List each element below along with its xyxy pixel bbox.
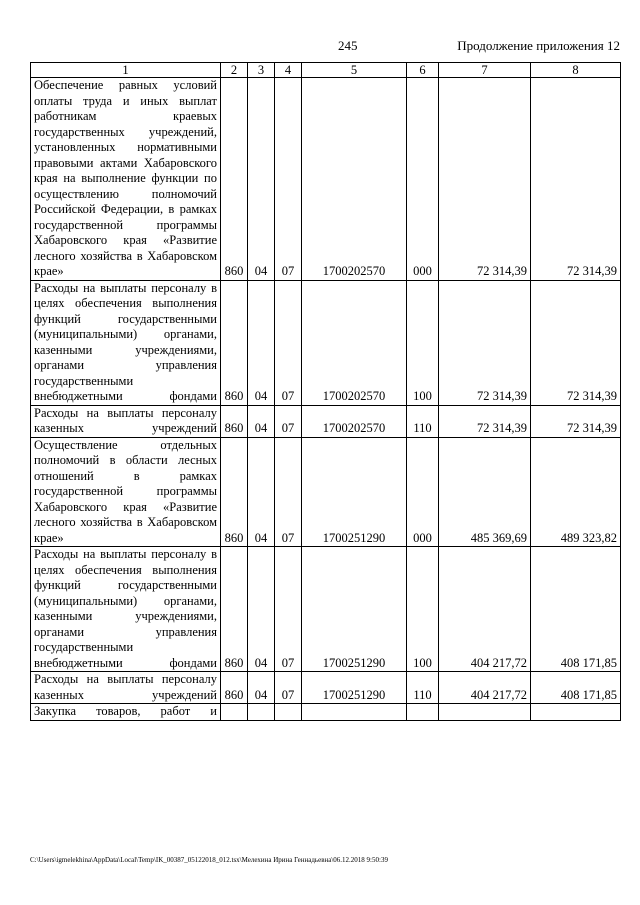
cell-subsection: 07 <box>275 547 302 672</box>
cell-expense-type: 000 <box>407 78 439 281</box>
row-description: Закупка товаров, работ и <box>31 704 221 721</box>
cell-ministry-code: 860 <box>221 405 248 437</box>
page-number: 245 <box>338 38 358 53</box>
cell-expense-type <box>407 704 439 721</box>
cell-amount-1: 485 369,69 <box>439 437 531 547</box>
cell-amount-1: 404 217,72 <box>439 547 531 672</box>
cell-target-article: 1700202570 <box>302 78 407 281</box>
cell-target-article: 1700251290 <box>302 547 407 672</box>
continuation-label: Продолжение приложения 12 <box>457 38 620 53</box>
cell-section <box>248 704 275 721</box>
cell-amount-2: 408 171,85 <box>531 547 621 672</box>
table-row <box>31 704 621 721</box>
cell-section: 04 <box>248 547 275 672</box>
row-description: Расходы на выплаты персоналу в целях обеспечения выполнения функций государственными (муниципальными) органами, казенными учреждениями, органами управления государственными внебюджетными фондами <box>31 547 221 672</box>
cell-subsection: 07 <box>275 280 302 405</box>
column-header: 4 <box>275 63 302 78</box>
cell-amount-2: 72 314,39 <box>531 78 621 281</box>
column-header: 7 <box>439 63 531 78</box>
cell-subsection <box>275 704 302 721</box>
cell-ministry-code: 860 <box>221 547 248 672</box>
cell-target-article <box>302 704 407 721</box>
row-description: Расходы на выплаты персоналу казенных учреждений <box>31 405 221 437</box>
cell-subsection: 07 <box>275 78 302 281</box>
cell-target-article: 1700202570 <box>302 280 407 405</box>
row-description: Осуществление отдельных полномочий в области лесных отношений в рамках государственной программы Хабаровского края «Развитие лесного хозяйства в Хабаровском крае» <box>31 437 221 547</box>
cell-amount-2: 72 314,39 <box>531 405 621 437</box>
row-description: Обеспечение равных условий оплаты труда и иных выплат работникам краевых государственных учреждений, установленных нормативными правовыми актами Хабаровского края на выполнение функции по осуществлению полномочий Российской Федерации, в рамках государственной программы Хабаровского края «Развитие лесного хозяйства в Хабаровском крае» <box>31 78 221 281</box>
row-description: Расходы на выплаты персоналу казенных учреждений <box>31 672 221 704</box>
column-header: 3 <box>248 63 275 78</box>
cell-subsection: 07 <box>275 437 302 547</box>
cell-expense-type: 100 <box>407 547 439 672</box>
cell-target-article: 1700251290 <box>302 437 407 547</box>
cell-section: 04 <box>248 437 275 547</box>
column-header: 6 <box>407 63 439 78</box>
table-row <box>31 547 621 672</box>
cell-expense-type: 000 <box>407 437 439 547</box>
table-row <box>31 78 621 281</box>
cell-ministry-code: 860 <box>221 437 248 547</box>
cell-amount-2: 489 323,82 <box>531 437 621 547</box>
table-row <box>31 405 621 437</box>
cell-section: 04 <box>248 672 275 704</box>
cell-target-article: 1700251290 <box>302 672 407 704</box>
cell-section: 04 <box>248 280 275 405</box>
cell-amount-1: 72 314,39 <box>439 280 531 405</box>
cell-amount-1 <box>439 704 531 721</box>
cell-ministry-code: 860 <box>221 672 248 704</box>
cell-ministry-code: 860 <box>221 78 248 281</box>
cell-expense-type: 110 <box>407 672 439 704</box>
cell-expense-type: 110 <box>407 405 439 437</box>
cell-ministry-code <box>221 704 248 721</box>
budget-table <box>30 62 621 721</box>
table-header-row <box>31 63 621 78</box>
cell-section: 04 <box>248 78 275 281</box>
table-row <box>31 437 621 547</box>
cell-subsection: 07 <box>275 405 302 437</box>
cell-subsection: 07 <box>275 672 302 704</box>
column-header: 8 <box>531 63 621 78</box>
cell-amount-2: 408 171,85 <box>531 672 621 704</box>
cell-amount-1: 72 314,39 <box>439 78 531 281</box>
cell-amount-1: 72 314,39 <box>439 405 531 437</box>
table-row <box>31 672 621 704</box>
cell-section: 04 <box>248 405 275 437</box>
column-header: 5 <box>302 63 407 78</box>
cell-amount-2 <box>531 704 621 721</box>
column-header: 2 <box>221 63 248 78</box>
cell-ministry-code: 860 <box>221 280 248 405</box>
cell-expense-type: 100 <box>407 280 439 405</box>
table-row <box>31 280 621 405</box>
cell-amount-1: 404 217,72 <box>439 672 531 704</box>
row-description: Расходы на выплаты персоналу в целях обеспечения выполнения функций государственными (муниципальными) органами, казенными учреждениями, органами управления государственными внебюджетными фондами <box>31 280 221 405</box>
column-header: 1 <box>31 63 221 78</box>
file-path-footer: C:\Users\igmelekhina\AppData\Local\Temp\IK_00387_05122018_012.tsx\Мелехина Ирина Геннадьевна\06.12.2018 9:50:39 <box>30 856 388 864</box>
cell-target-article: 1700202570 <box>302 405 407 437</box>
cell-amount-2: 72 314,39 <box>531 280 621 405</box>
